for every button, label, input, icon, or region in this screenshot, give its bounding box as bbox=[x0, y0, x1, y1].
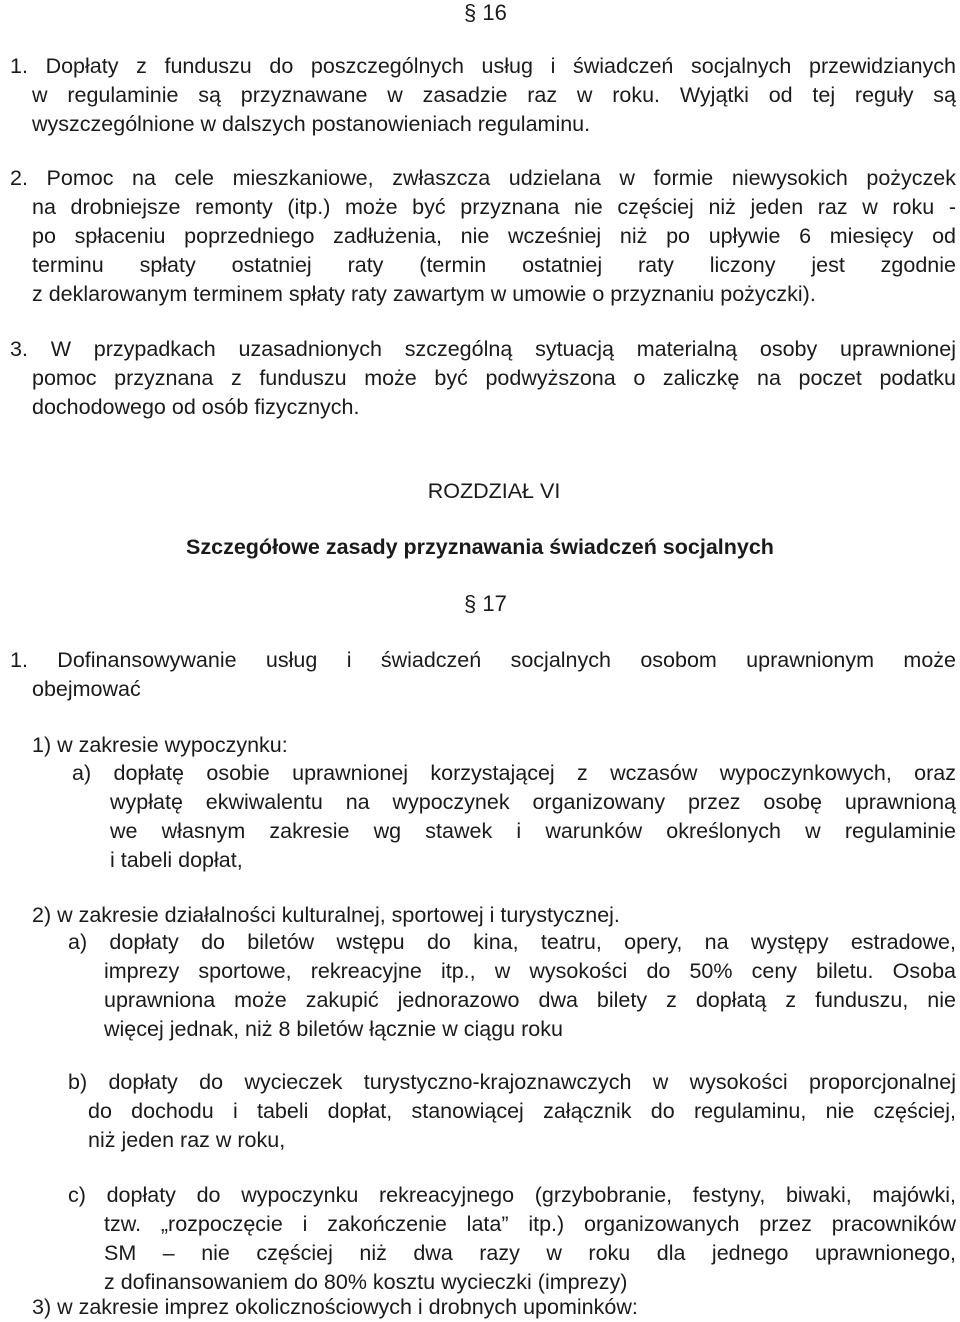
text-line: we własnym zakresie wg stawek i warunków określonych w regulaminie bbox=[110, 819, 956, 843]
text-line: po spłaceniu poprzedniego zadłużenia, nie wcześniej niż po upływie 6 miesięcy od bbox=[32, 224, 956, 248]
text-line: terminu spłaty ostatniej raty (termin ostatniej raty liczony jest zgodnie bbox=[32, 253, 956, 277]
text-line: imprezy sportowe, rekreacyjne itp., w wysokości do 50% ceny biletu. Osoba bbox=[104, 959, 956, 983]
text-line: wypłatę ekwiwalentu na wypoczynek organizowany przez osobę uprawnioną bbox=[110, 790, 956, 814]
text-line: wyszczególnione w dalszych postanowieniach regulaminu. bbox=[32, 112, 591, 136]
text-line: pomoc przyznana z funduszu może być podwyższona o zaliczkę na poczet podatku bbox=[32, 366, 956, 390]
paragraph-16-item-1 bbox=[10, 52, 956, 139]
subsection-1-item-a bbox=[72, 759, 956, 875]
text-line: z dofinansowaniem do 80% kosztu wycieczki (imprezy) bbox=[104, 1270, 628, 1294]
text-line: do dochodu i tabeli dopłat, stanowiącej załącznik do regulaminu, nie częściej, bbox=[88, 1099, 956, 1123]
text-line: w regulaminie są przyznawane w zasadzie raz w roku. Wyjątki od tej reguły są bbox=[32, 83, 956, 107]
text-line: 2. Pomoc na cele mieszkaniowe, zwłaszcza udzielana w formie niewysokich pożyczek bbox=[10, 166, 956, 190]
section-mark-17: § 17 bbox=[464, 591, 507, 616]
text-line: z deklarowanym terminem spłaty raty zawartym w umowie o przyznaniu pożyczki). bbox=[32, 282, 816, 306]
text-line: b) dopłaty do wycieczek turystyczno-krajoznawczych w wysokości proporcjonalnej bbox=[68, 1070, 956, 1094]
text-line: na drobniejsze remonty (itp.) może być przyznana nie częściej niż jeden raz w roku - bbox=[32, 195, 956, 219]
text-line: a) dopłatę osobie uprawnionej korzystającej z wczasów wypoczynkowych, oraz bbox=[72, 761, 956, 785]
text-line: 3. W przypadkach uzasadnionych szczególną sytuacją materialną osoby uprawnionej bbox=[10, 337, 956, 361]
paragraph-16-item-3 bbox=[10, 335, 956, 422]
subsection-2-item-c bbox=[68, 1181, 956, 1297]
text-line: 1. Dopłaty z funduszu do poszczególnych usług i świadczeń socjalnych przewidzianych bbox=[10, 54, 956, 78]
text-line: SM – nie częściej niż dwa razy w roku dla jednego uprawnionego, bbox=[104, 1241, 956, 1265]
subsection-1-heading: 1) w zakresie wypoczynku: bbox=[32, 733, 288, 757]
text-line: 1. Dofinansowywanie usług i świadczeń socjalnych osobom uprawnionym może bbox=[10, 648, 956, 672]
text-line: dochodowego od osób fizycznych. bbox=[32, 395, 360, 419]
paragraph-17-intro bbox=[10, 646, 956, 704]
section-mark-16: § 16 bbox=[464, 0, 507, 25]
text-line: niż jeden raz w roku, bbox=[88, 1128, 286, 1152]
subsection-3-heading: 3) w zakresie imprez okolicznościowych i drobnych upominków: bbox=[32, 1295, 638, 1319]
text-line: c) dopłaty do wypoczynku rekreacyjnego (grzybobranie, festyny, biwaki, majówki, bbox=[68, 1183, 956, 1207]
text-line: a) dopłaty do biletów wstępu do kina, teatru, opery, na występy estradowe, bbox=[68, 930, 956, 954]
text-line: obejmować bbox=[32, 677, 141, 701]
chapter-number: ROZDZIAŁ VI bbox=[427, 479, 561, 503]
text-line: tzw. „rozpoczęcie i zakończenie lata” itp.) organizowanych przez pracowników bbox=[104, 1212, 956, 1236]
subsection-2-heading: 2) w zakresie działalności kulturalnej, sportowej i turystycznej. bbox=[32, 903, 620, 927]
text-line: i tabeli dopłat, bbox=[110, 848, 243, 872]
subsection-2-item-a bbox=[68, 928, 956, 1044]
text-line: uprawniona może zakupić jednorazowo dwa bilety z dopłatą z funduszu, nie bbox=[104, 988, 956, 1012]
text-line: więcej jednak, niż 8 biletów łącznie w ciągu roku bbox=[104, 1017, 563, 1041]
paragraph-16-item-2 bbox=[10, 164, 956, 309]
chapter-title: Szczegółowe zasady przyznawania świadczeń socjalnych bbox=[186, 535, 774, 559]
subsection-2-item-b bbox=[68, 1068, 956, 1155]
